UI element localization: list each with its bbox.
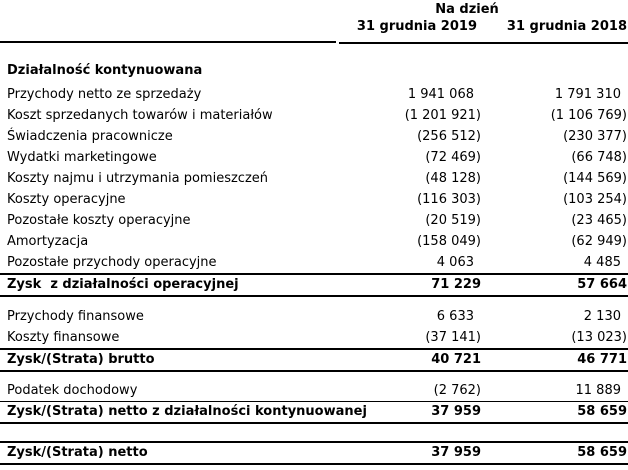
value-2018: 57 664 — [577, 277, 627, 292]
header-rule-right-segment — [339, 42, 628, 44]
value-2019: (116 303) — [417, 192, 481, 207]
line-item-row — [0, 231, 628, 252]
line-item-row — [0, 84, 628, 105]
column-header-2018: 31 grudnia 2018 — [506, 19, 627, 34]
value-2019: 37 959 — [431, 445, 481, 460]
section-title: Działalność kontynuowana — [7, 63, 203, 78]
value-2018: 58 659 — [577, 445, 627, 460]
value-2018: (13 023) — [571, 330, 627, 345]
line-item-row — [0, 306, 628, 327]
value-2018: 46 771 — [577, 352, 627, 367]
total-row — [0, 273, 628, 297]
total-label: Zysk z działalności operacyjnej — [7, 277, 239, 292]
statement-section — [0, 306, 628, 372]
label-column-spacer — [0, 19, 335, 34]
value-2019: 4 063 — [436, 255, 474, 270]
statement-section — [0, 441, 628, 465]
value-2019: 71 229 — [431, 277, 481, 292]
line-item-row — [0, 105, 628, 126]
line-item-row — [0, 327, 628, 348]
value-2018: (144 569) — [563, 171, 627, 186]
statement-body — [0, 60, 628, 465]
row-label: Pozostałe koszty operacyjne — [7, 213, 191, 228]
row-label: Koszty finansowe — [7, 330, 120, 345]
row-label: Przychody netto ze sprzedaży — [7, 87, 202, 102]
header-rule — [0, 41, 628, 45]
total-label: Zysk/(Strata) netto — [7, 445, 148, 460]
table-header — [0, 0, 628, 45]
value-2018: 11 889 — [575, 383, 621, 398]
value-2018: 1 791 310 — [554, 87, 621, 102]
total-label: Zysk/(Strata) brutto — [7, 352, 155, 367]
value-2019: (158 049) — [417, 234, 481, 249]
total-row — [0, 441, 628, 465]
row-label: Wydatki marketingowe — [7, 150, 157, 165]
value-2019: (48 128) — [425, 171, 481, 186]
value-2018: 2 130 — [583, 309, 621, 324]
line-item-row — [0, 252, 628, 273]
row-label: Świadczenia pracownicze — [7, 129, 173, 144]
column-header-2019: 31 grudnia 2019 — [356, 19, 477, 34]
value-2019: (1 201 921) — [404, 108, 481, 123]
value-2019: (256 512) — [417, 129, 481, 144]
value-2019: (2 762) — [433, 383, 481, 398]
row-label: Amortyzacja — [7, 234, 89, 249]
value-2018: (66 748) — [571, 150, 627, 165]
line-item-row — [0, 380, 628, 401]
line-item-row — [0, 147, 628, 168]
row-label: Koszty najmu i utrzymania pomieszczeń — [7, 171, 269, 186]
column-headers-row — [0, 19, 628, 34]
value-2019: (37 141) — [425, 330, 481, 345]
row-label: Przychody finansowe — [7, 309, 144, 324]
period-caption: Na dzień — [435, 2, 499, 17]
line-item-row — [0, 126, 628, 147]
row-label: Koszt sprzedanych towarów i materiałów — [7, 108, 273, 123]
value-2019: 37 959 — [431, 404, 481, 419]
value-2018: 58 659 — [577, 404, 627, 419]
row-label: Podatek dochodowy — [7, 383, 138, 398]
value-2018: 4 485 — [583, 255, 621, 270]
value-2019: 6 633 — [436, 309, 474, 324]
line-item-row — [0, 168, 628, 189]
value-2018: (23 465) — [571, 213, 627, 228]
value-2018: (103 254) — [563, 192, 627, 207]
total-row — [0, 401, 628, 424]
total-row — [0, 348, 628, 372]
total-label: Zysk/(Strata) netto z działalności kontynuowanej — [7, 404, 367, 419]
header-rule-left-segment — [0, 41, 336, 43]
value-2019: 1 941 068 — [407, 87, 474, 102]
value-2018: (62 949) — [571, 234, 627, 249]
section-title-row — [0, 60, 628, 81]
value-2019: (72 469) — [425, 150, 481, 165]
value-2018: (230 377) — [563, 129, 627, 144]
value-2018: (1 106 769) — [550, 108, 627, 123]
row-label: Koszty operacyjne — [7, 192, 126, 207]
line-item-row — [0, 210, 628, 231]
value-2019: 40 721 — [431, 352, 481, 367]
row-label: Pozostałe przychody operacyjne — [7, 255, 217, 270]
line-item-row — [0, 189, 628, 210]
value-2019: (20 519) — [425, 213, 481, 228]
statement-section — [0, 60, 628, 297]
statement-section — [0, 380, 628, 424]
